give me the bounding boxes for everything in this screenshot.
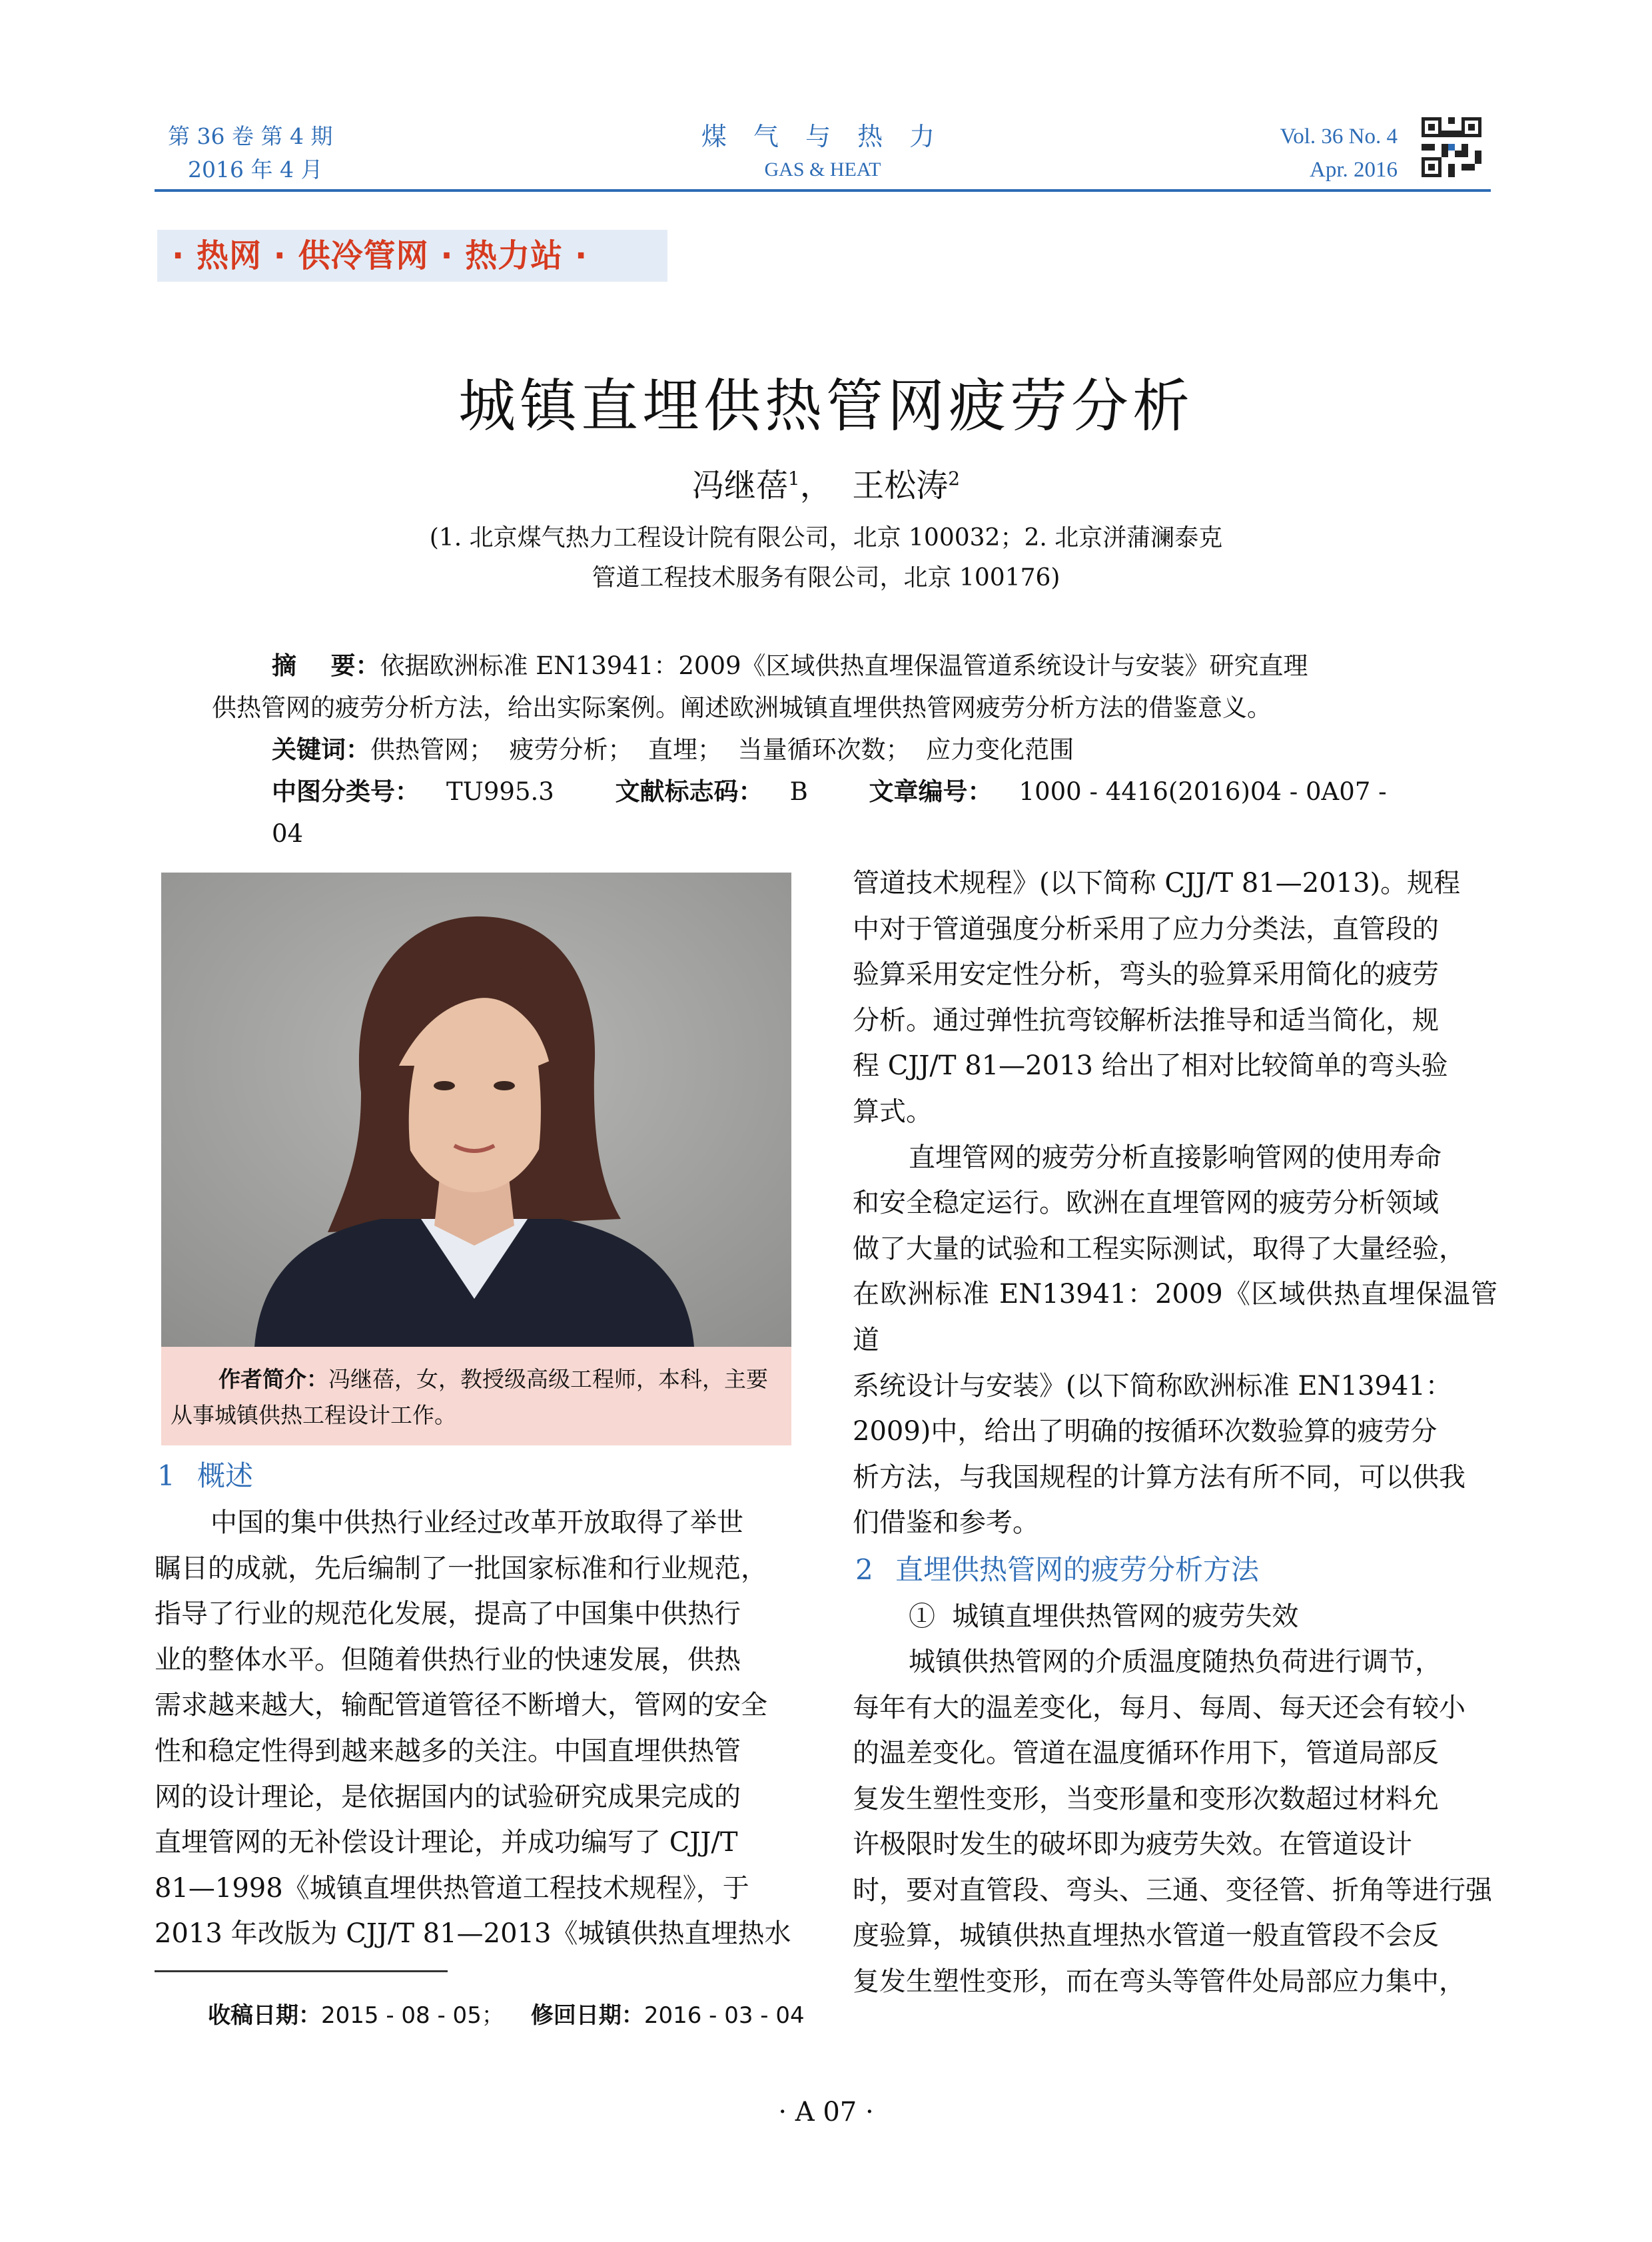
text-line: 指导了行业的规范化发展，提高了中国集中供热行 [155, 1599, 741, 1630]
text-line: 们借鉴和参考。 [853, 1507, 1039, 1539]
text-line: 每年有大的温差变化，每月、每周、每天还会有较小 [853, 1692, 1465, 1723]
clc-label: 中图分类号： [272, 777, 420, 806]
keywords-text: 供热管网； 疲劳分析； 直埋； 当量循环次数； 应力变化范围 [370, 735, 1074, 764]
text-line: 管道技术规程》(以下简称 CJJ/T 81—2013)。规程 [853, 868, 1461, 899]
header-rule [155, 189, 1491, 192]
paragraph [853, 1639, 1497, 2005]
section-number: 1 [157, 1459, 175, 1492]
section-heading [853, 1546, 1497, 1594]
abstract-label: 摘 要： [272, 651, 380, 680]
section-title: 直埋供热管网的疲劳分析方法 [895, 1553, 1260, 1586]
text-line: 做了大量的试验和工程实际测试，取得了大量经验， [853, 1233, 1465, 1264]
date-cn: 2016 年 4 月 [188, 157, 323, 183]
text-line: 系统设计与安装》(以下简称欧洲标准 EN13941： [853, 1370, 1452, 1401]
left-column [155, 1452, 798, 1957]
authors [0, 460, 1652, 506]
text-line: 直埋管网的无补偿设计理论，并成功编写了 CJJ/T [155, 1827, 738, 1858]
author-separator: ， [799, 467, 853, 504]
volume-issue-cn: 第 36 卷 第 4 期 [168, 123, 333, 149]
text-line: 81—1998《城镇直埋供热管道工程技术规程》，于 [155, 1872, 749, 1904]
text-line: 2013 年改版为 CJJ/T 81—2013《城镇供热直埋热水 [155, 1918, 791, 1950]
clc-value: TU995.3 [446, 777, 554, 806]
subsection-heading: ① 城镇直埋供热管网的疲劳失效 [909, 1601, 1299, 1632]
text-line: 程 CJJ/T 81—2013 给出了相对比较简单的弯头验 [853, 1050, 1448, 1082]
author-photo [161, 873, 791, 1347]
text-line: 和安全稳定运行。欧洲在直埋管网的疲劳分析领域 [853, 1188, 1439, 1219]
doc-code-label: 文献标志码： [615, 777, 763, 806]
author-bio [161, 1347, 791, 1445]
author-name: 王松涛 [852, 467, 949, 504]
volume-issue-en: Vol. 36 No. 4 [1280, 125, 1398, 149]
bio-text: 从事城镇供热工程设计工作。 [171, 1402, 456, 1428]
paragraph [853, 1135, 1497, 1546]
footnote [208, 1997, 805, 2030]
qr-code-icon [1422, 117, 1481, 177]
running-header [155, 115, 1491, 189]
article-no-label: 文章编号： [869, 777, 993, 806]
abstract-text: 依据欧洲标准 EN13941：2009《区域供热直埋保温管道系统设计与安装》研究直理 [380, 651, 1308, 680]
journal-name-en: GAS & HEAT [764, 159, 881, 181]
classification-line [212, 771, 1440, 855]
revised-label: 修回日期： [530, 2002, 644, 2029]
header-right [1280, 120, 1398, 187]
keywords-label: 关键词： [272, 735, 370, 764]
text-line: 城镇供热管网的介质温度随热负荷进行调节， [909, 1646, 1442, 1677]
footnote-rule [155, 1970, 448, 1972]
text-line: 网的设计理论，是依据国内的试验研究成果完成的 [155, 1781, 741, 1812]
text-line: 复发生塑性变形，当变形量和变形次数超过材料允 [853, 1783, 1439, 1814]
paragraph [853, 861, 1497, 1135]
text-line: 分析。通过弹性抗弯铰解析法推导和适当简化，规 [853, 1004, 1439, 1036]
text-line: 中国的集中供热行业经过改革开放取得了举世 [210, 1507, 743, 1538]
section-heading [155, 1452, 798, 1500]
text-line: 中对于管道强度分析采用了应力分类法，直管段的 [853, 913, 1439, 944]
text-line: 直埋管网的疲劳分析直接影响管网的使用寿命 [909, 1142, 1442, 1173]
received-date: 2015 - 08 - 05； [321, 2002, 504, 2029]
text-line: 算式。 [853, 1096, 933, 1127]
section-banner: · 热网 · 供冷管网 · 热力站 · [157, 230, 667, 282]
text-line: 验算采用安定性分析，弯头的验算采用简化的疲劳 [853, 959, 1439, 990]
page-number: · A 07 · [778, 2097, 874, 2127]
text-line: 需求越来越大，输配管道管径不断增大，管网的安全 [155, 1690, 767, 1721]
text-line: 瞩目的成就，先后编制了一批国家标准和行业规范， [155, 1553, 767, 1584]
keywords-line [212, 729, 1440, 771]
text-line: 复发生塑性变形，而在弯头等管件处局部应力集中， [853, 1966, 1465, 1998]
text-line: 性和稳定性得到越来越多的关注。中国直埋供热管 [155, 1735, 741, 1766]
bio-text: 冯继蓓，女，教授级高级工程师，本科，主要 [328, 1366, 768, 1392]
affiliations [0, 518, 1652, 598]
text-line: 的温差变化。管道在温度循环作用下，管道局部反 [853, 1738, 1439, 1769]
text-line: 2009)中，给出了明确的按循环次数验算的疲劳分 [853, 1416, 1438, 1447]
section-number: 2 [855, 1553, 873, 1586]
bio-line [171, 1361, 782, 1397]
received-label: 收稿日期： [208, 2002, 321, 2029]
text-line: 在欧洲标准 EN13941：2009《区域供热直埋保温管道 [853, 1279, 1497, 1355]
article-title: 城镇直埋供热管网疲劳分析 [458, 373, 1194, 440]
affiliation-line: (1. 北京煤气热力工程设计院有限公司，北京 100032；2. 北京洴蒲澜泰克 [429, 524, 1223, 552]
abstract-line [212, 645, 1440, 687]
section-title: 概述 [197, 1459, 254, 1492]
author-affil-mark: 1 [787, 468, 800, 490]
abstract-block [212, 645, 1440, 855]
journal-name-cn: 煤 气 与 热 力 [701, 122, 945, 151]
paragraph [155, 1500, 798, 1957]
author-affil-mark: 2 [948, 468, 961, 490]
author-name: 冯继蓓 [691, 467, 788, 504]
right-column [853, 861, 1497, 2005]
text-line: 时，要对直管段、弯头、三通、变径管、折角等进行强 [853, 1874, 1492, 1906]
text-line: 度验算，城镇供热直埋热水管道一般直管段不会反 [853, 1920, 1439, 1952]
revised-date: 2016 - 03 - 04 [643, 2002, 805, 2029]
text-line: 许极限时发生的破坏即为疲劳失效。在管道设计 [853, 1829, 1412, 1860]
date-en: Apr. 2016 [1310, 158, 1398, 182]
article-no-value: 1000 - 4416(2016)04 - 0A07 - 04 [272, 777, 1387, 848]
text-line: 析方法，与我国规程的计算方法有所不同，可以供我 [853, 1461, 1465, 1493]
bio-label: 作者简介： [218, 1366, 328, 1392]
affiliation-line: 管道工程技术服务有限公司，北京 100176) [592, 564, 1060, 591]
doc-code-value: B [789, 777, 808, 806]
abstract-text: 供热管网的疲劳分析方法，给出实际案例。阐述欧洲城镇直埋供热管网疲劳分析方法的借鉴意义。 [212, 693, 1272, 722]
text-line: 业的整体水平。但随着供热行业的快速发展，供热 [155, 1644, 741, 1675]
